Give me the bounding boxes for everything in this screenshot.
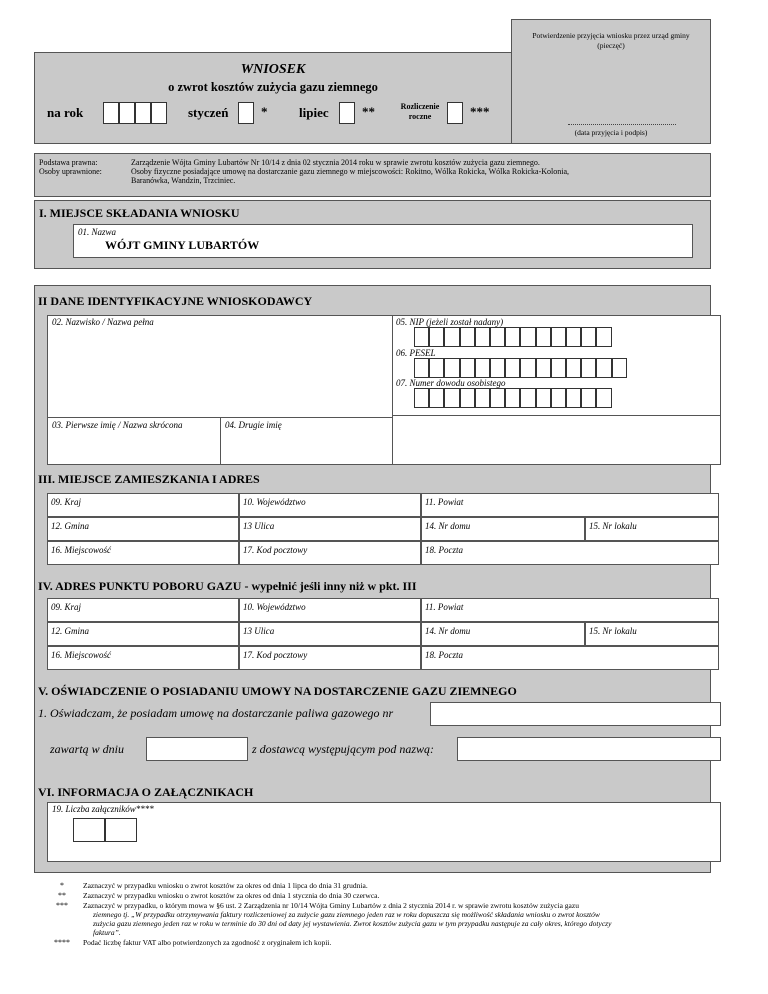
nip-label: 05. NIP (jeżeli został nadany) xyxy=(396,317,504,327)
s4-gmina-label: 12. Gmina xyxy=(51,626,89,636)
s4-county-field[interactable] xyxy=(421,598,719,622)
id-card-char-1[interactable] xyxy=(414,388,429,408)
s4-street-label: 13 Ulica xyxy=(243,626,275,636)
form-title: WNIOSEK xyxy=(240,62,306,77)
id-card-char-5[interactable] xyxy=(475,388,490,408)
nip-digit-8[interactable] xyxy=(520,327,535,347)
s4-house-field[interactable] xyxy=(421,622,585,646)
s4-street-field[interactable] xyxy=(239,622,421,646)
second-name-label: 04. Drugie imię xyxy=(225,420,282,430)
s4-city-label: 16. Miejscowość xyxy=(51,650,111,660)
s3-voivodeship-field[interactable] xyxy=(239,493,421,517)
s4-house-label: 14. Nr domu xyxy=(425,626,471,636)
footnote-4-text: Podać liczbę faktur VAT albo potwierdzonych za zgodność z oryginałem ich kopii. xyxy=(83,938,332,947)
attachments-digit-1[interactable] xyxy=(73,818,105,842)
s4-country-label: 09. Kraj xyxy=(51,602,82,612)
footnote-1-mark: * xyxy=(60,881,64,890)
stamp-title: Potwierdzenie przyjęcia wniosku przez urząd gminy xyxy=(532,31,690,40)
s3-house-label: 14. Nr domu xyxy=(425,521,471,531)
star2: ** xyxy=(362,104,375,119)
pesel-digit-7[interactable] xyxy=(505,358,520,378)
nip-digit-9[interactable] xyxy=(536,327,551,347)
declaration-text: 1. Oświadczam, że posiadam umowę na dostarczanie paliwa gazowego nr xyxy=(38,706,394,720)
pesel-digit-4[interactable] xyxy=(460,358,475,378)
footnote-3-text-c: zużycia gazu ziemnego jeden raz w roku w terminie do 30 dni od daty jej wystawienia. Zwrot kosztów zużycia gazu w tym przypadku następuje za cały okres, którego dotyczy xyxy=(93,919,612,928)
s3-city-field[interactable] xyxy=(47,541,239,565)
rozliczenie-checkbox[interactable] xyxy=(447,102,463,124)
section-6-title: VI. INFORMACJA O ZAŁĄCZNIKACH xyxy=(38,785,254,799)
footnote-2-text: Zaznaczyć w przypadku wniosku o zwrot kosztów za okres od dnia 1 stycznia do dnia 30 czerwca. xyxy=(83,891,380,900)
form-subtitle: o zwrot kosztów zużycia gazu ziemnego xyxy=(168,80,378,94)
styczen-checkbox[interactable] xyxy=(238,102,254,124)
s3-gmina-field[interactable] xyxy=(47,517,239,541)
attachments-label: 19. Liczba załączników**** xyxy=(52,804,154,814)
s3-post-label: 18. Poczta xyxy=(425,545,463,555)
section-5-title: V. OŚWIADCZENIE O POSIADANIU UMOWY NA DOSTARCZENIE GAZU ZIEMNEGO xyxy=(38,684,517,698)
s3-city-label: 16. Miejscowość xyxy=(51,545,111,555)
footnote-4-mark: **** xyxy=(54,938,70,947)
nip-digit-11[interactable] xyxy=(566,327,581,347)
s4-county-label: 11. Powiat xyxy=(425,602,464,612)
year-digit-4[interactable] xyxy=(151,102,167,124)
s3-house-field[interactable] xyxy=(421,517,585,541)
star3: *** xyxy=(470,104,490,119)
s4-postcode-field[interactable] xyxy=(239,646,421,670)
rozliczenie-label: Rozliczenie xyxy=(400,102,440,111)
nip-digit-4[interactable] xyxy=(460,327,475,347)
contract-number-input[interactable] xyxy=(430,702,721,726)
s4-city-field[interactable] xyxy=(47,646,239,670)
nip-digit-1[interactable] xyxy=(414,327,429,347)
section-2-title: II DANE IDENTYFIKACYJNE WNIOSKODAWCY xyxy=(38,294,313,308)
s3-country-label: 09. Kraj xyxy=(51,497,82,507)
id-card-char-9[interactable] xyxy=(536,388,551,408)
stamp-subtitle: (pieczęć) xyxy=(597,41,625,50)
nip-digit-2[interactable] xyxy=(429,327,444,347)
pesel-digit-11[interactable] xyxy=(566,358,581,378)
supplier-name-input[interactable] xyxy=(457,737,721,761)
section-3-title: III. MIEJSCE ZAMIESZKANIA I ADRES xyxy=(38,472,260,486)
roczne-label: roczne xyxy=(408,112,432,121)
footnote-2-mark: ** xyxy=(58,891,66,900)
pesel-label: 06. PESEL xyxy=(396,348,436,358)
signature-line xyxy=(568,124,676,125)
s3-country-field[interactable] xyxy=(47,493,239,517)
pesel-digit-13[interactable] xyxy=(596,358,611,378)
id-card-char-8[interactable] xyxy=(520,388,535,408)
year-digit-1[interactable] xyxy=(103,102,119,124)
id-card-char-2[interactable] xyxy=(429,388,444,408)
contract-date-input[interactable] xyxy=(146,737,248,761)
id-card-char-10[interactable] xyxy=(551,388,566,408)
s4-postcode-label: 17. Kod pocztowy xyxy=(243,650,308,660)
basis-text-3: Baranówka, Wandzin, Trzciniec. xyxy=(131,176,236,185)
pesel-digit-12[interactable] xyxy=(581,358,596,378)
id-card-char-11[interactable] xyxy=(566,388,581,408)
first-name-field[interactable] xyxy=(47,417,221,465)
s4-flat-field[interactable] xyxy=(585,622,719,646)
footnote-1-text: Zaznaczyć w przypadku wniosku o zwrot kosztów za okres od dnia 1 lipca do dnia 31 grudnia. xyxy=(83,881,368,890)
section-4-title: IV. ADRES PUNKTU POBORU GAZU - wypełnić jeśli inny niż w pkt. III xyxy=(38,579,417,593)
basis-label-2: Osoby uprawnione: xyxy=(39,167,102,176)
surname-label: 02. Nazwisko / Nazwa pełna xyxy=(52,317,154,327)
id-card-char-13[interactable] xyxy=(596,388,611,408)
year-digit-3[interactable] xyxy=(135,102,151,124)
first-name-label: 03. Pierwsze imię / Nazwa skrócona xyxy=(52,420,183,430)
header-box xyxy=(34,52,512,144)
footnote-3-text-d: faktura”. xyxy=(93,928,121,937)
id-card-label: 07. Numer dowodu osobistego xyxy=(396,378,506,388)
pesel-digit-6[interactable] xyxy=(490,358,505,378)
basis-text-1: Zarządzenie Wójta Gminy Lubartów Nr 10/14 z dnia 02 stycznia 2014 roku w sprawie zwrotu kosztów zużycia gazu ziemnego. xyxy=(131,158,540,167)
office-name-label: 01. Nazwa xyxy=(78,227,117,237)
id-card-char-7[interactable] xyxy=(505,388,520,408)
dostawca-label: z dostawcą występującym pod nazwą: xyxy=(252,742,434,756)
office-name-field xyxy=(73,224,693,258)
legal-basis-box xyxy=(34,153,711,197)
lipiec-checkbox[interactable] xyxy=(339,102,355,124)
stamp-signature: (data przyjęcia i podpis) xyxy=(574,128,648,137)
pesel-digit-8[interactable] xyxy=(520,358,535,378)
second-name-field[interactable] xyxy=(220,417,393,465)
nip-digit-3[interactable] xyxy=(444,327,459,347)
s3-postcode-field[interactable] xyxy=(239,541,421,565)
year-digit-2[interactable] xyxy=(119,102,135,124)
styczen-label: styczeń xyxy=(188,105,229,120)
id-card-char-6[interactable] xyxy=(490,388,505,408)
na-rok-label: na rok xyxy=(47,105,84,120)
nip-digit-7[interactable] xyxy=(505,327,520,347)
pesel-digit-10[interactable] xyxy=(551,358,566,378)
s4-post-field[interactable] xyxy=(421,646,719,670)
nip-digit-13[interactable] xyxy=(596,327,611,347)
s4-gmina-field[interactable] xyxy=(47,622,239,646)
pesel-digit-2[interactable] xyxy=(429,358,444,378)
s4-post-label: 18. Poczta xyxy=(425,650,463,660)
stamp-box xyxy=(511,19,711,144)
pesel-digit-9[interactable] xyxy=(536,358,551,378)
s3-flat-field[interactable] xyxy=(585,517,719,541)
section-1 xyxy=(34,200,711,269)
basis-label-1: Podstawa prawna: xyxy=(39,158,98,167)
s3-street-label: 13 Ulica xyxy=(243,521,275,531)
s3-gmina-label: 12. Gmina xyxy=(51,521,89,531)
s3-street-field[interactable] xyxy=(239,517,421,541)
section-1-title: I. MIEJSCE SKŁADANIA WNIOSKU xyxy=(39,206,240,220)
s4-voivodeship-label: 10. Województwo xyxy=(243,602,306,612)
pesel-digit-5[interactable] xyxy=(475,358,490,378)
nip-digit-6[interactable] xyxy=(490,327,505,347)
s4-country-field[interactable] xyxy=(47,598,239,622)
footnote-3-text-a: Zaznaczyć w przypadku, o którym mowa w §6 ust. 2 Zarządzenia nr 10/14 Wójta Gminy Lubartów z dnia 2 stycznia 2014 r. w sprawie zwrotu kosztów zużycia gazu xyxy=(83,901,579,910)
lipiec-label: lipiec xyxy=(299,105,329,120)
attachments-digit-2[interactable] xyxy=(105,818,137,842)
basis-text-2: Osoby fizyczne posiadające umowę na dostarczanie gazu ziemnego w miejscowości: Rokitno, Wólka Rokicka, Wólka Rokicka-Kolonia, xyxy=(131,167,570,176)
nip-digit-5[interactable] xyxy=(475,327,490,347)
s4-voivodeship-field[interactable] xyxy=(239,598,421,622)
id-panel-divider xyxy=(393,415,720,416)
s3-voivodeship-label: 10. Województwo xyxy=(243,497,306,507)
s3-postcode-label: 17. Kod pocztowy xyxy=(243,545,308,555)
footnote-3-mark: *** xyxy=(56,901,68,910)
s4-flat-label: 15. Nr lokalu xyxy=(589,626,637,636)
nip-digit-10[interactable] xyxy=(551,327,566,347)
s3-county-field[interactable] xyxy=(421,493,719,517)
s3-flat-label: 15. Nr lokalu xyxy=(589,521,637,531)
id-card-char-4[interactable] xyxy=(460,388,475,408)
pesel-digit-14[interactable] xyxy=(612,358,627,378)
id-card-char-12[interactable] xyxy=(581,388,596,408)
s3-county-label: 11. Powiat xyxy=(425,497,464,507)
attachments-field xyxy=(47,802,721,862)
id-card-char-3[interactable] xyxy=(444,388,459,408)
star1: * xyxy=(261,104,268,119)
footnote-3-text-b: ziemnego tj. „W przypadku otrzymywania faktury rozliczeniowej za zużycie gazu ziemnego jeden raz w roku dopuszcza się możliwość składania wniosku o zwrot kosztów xyxy=(93,910,600,919)
zawarta-label: zawartą w dniu xyxy=(50,742,125,756)
nip-digit-12[interactable] xyxy=(581,327,596,347)
pesel-digit-3[interactable] xyxy=(444,358,459,378)
surname-field[interactable] xyxy=(47,315,393,418)
s3-post-field[interactable] xyxy=(421,541,719,565)
office-name-value: WÓJT GMINY LUBARTÓW xyxy=(105,238,260,252)
pesel-digit-1[interactable] xyxy=(414,358,429,378)
